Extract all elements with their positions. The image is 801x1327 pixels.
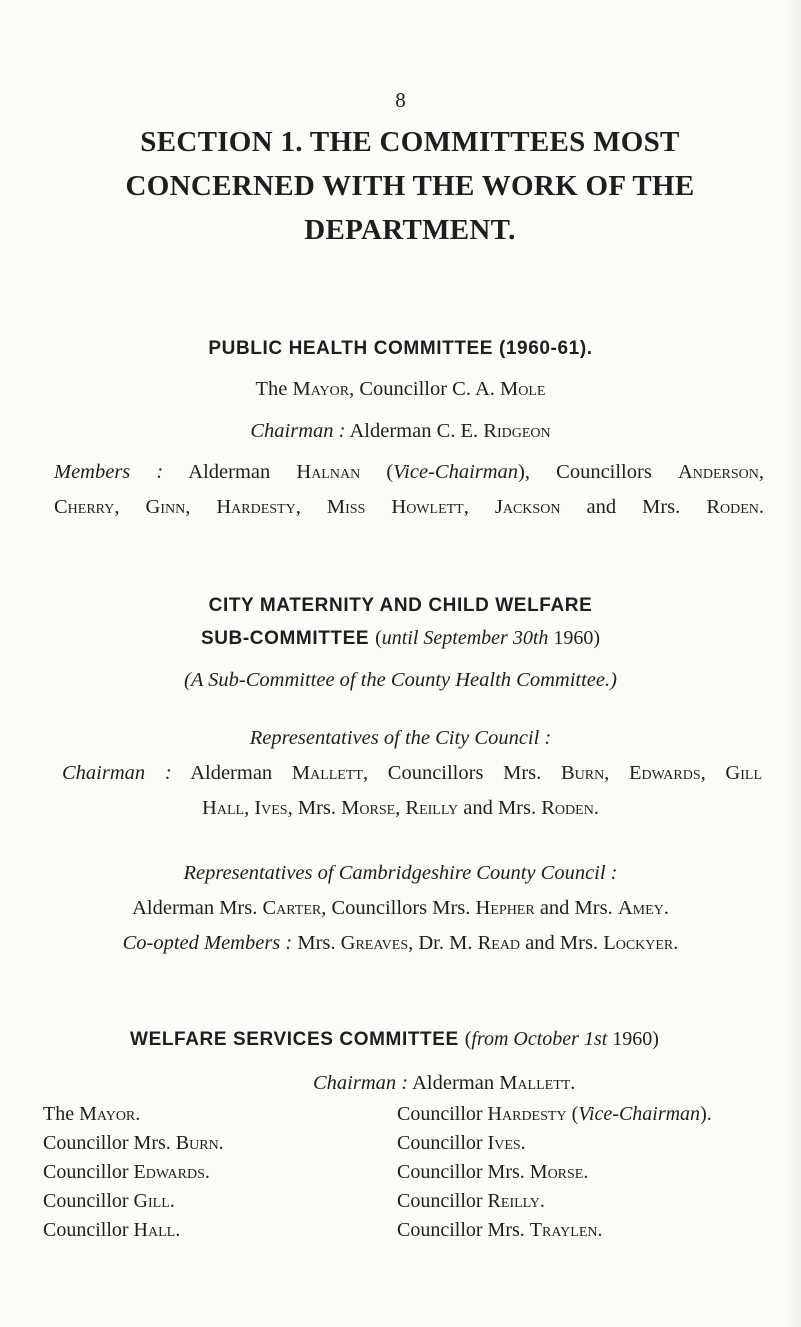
section-title: SECTION 1. THE COMMITTEES MOST CONCERNED WITH THE WORK OF THE DEPARTMENT. — [125, 126, 695, 246]
welfare-chairman-line: Chairman : Alderman Mallett. — [313, 1072, 576, 1094]
coopted-members-line: Co-opted Members : Mrs. Greaves, Dr. M. Read and Mrs. Lockyer. — [122, 932, 679, 954]
page-edge-shadow — [787, 0, 801, 1327]
public-health-mayor-line: The Mayor, Councillor C. A. Mole — [255, 378, 546, 400]
maternity-title-line-1: CITY MATERNITY AND CHILD WELFARE — [208, 595, 593, 616]
welfare-member: Councillor Mrs. Burn. — [43, 1132, 224, 1154]
page-number: 8 — [395, 88, 406, 112]
public-health-title: PUBLIC HEALTH COMMITTEE (1960-61). — [208, 338, 593, 359]
welfare-member: Councillor Mrs. Traylen. — [397, 1219, 603, 1241]
maternity-subtitle: (A Sub-Committee of the County Health Committee.) — [184, 669, 617, 691]
welfare-member: Councillor Reilly. — [397, 1190, 545, 1212]
welfare-member: Councillor Mrs. Morse. — [397, 1161, 589, 1183]
welfare-left-column — [43, 1100, 224, 1245]
public-health-chairman-line: Chairman : Alderman C. E. Ridgeon — [250, 420, 551, 442]
welfare-title: WELFARE SERVICES COMMITTEE (from October 1st 1960) — [130, 1028, 659, 1050]
welfare-member: Councillor Hall. — [43, 1219, 181, 1241]
welfare-member: Councillor Edwards. — [43, 1161, 210, 1183]
welfare-member: Councillor Gill. — [43, 1190, 175, 1212]
public-health-members-line-2: Cherry, Ginn, Hardesty, Miss Howlett, Jackson and Mrs. Roden. — [54, 496, 764, 518]
county-representatives-line: Alderman Mrs. Carter, Councillors Mrs. Hepher and Mrs. Amey. — [132, 897, 669, 919]
public-health-members-line-1: Members : Alderman Halnan (Vice-Chairman), Councillors Anderson, — [54, 461, 764, 483]
welfare-member: Councillor Hardesty (Vice-Chairman). — [397, 1103, 712, 1125]
city-representatives-line-1: Chairman : Alderman Mallett, Councillors Mrs. Burn, Edwards, Gill — [62, 762, 762, 784]
county-representatives-heading: Representatives of Cambridgeshire County Council : — [183, 862, 618, 884]
city-representatives-heading: Representatives of the City Council : — [249, 727, 552, 749]
city-representatives-line-2: Hall, Ives, Mrs. Morse, Reilly and Mrs. Roden. — [202, 797, 599, 819]
welfare-right-column — [397, 1100, 712, 1245]
maternity-title-line-2: SUB-COMMITTEE (until September 30th 1960) — [200, 627, 601, 649]
welfare-member: The Mayor. — [43, 1103, 141, 1125]
welfare-member: Councillor Ives. — [397, 1132, 526, 1154]
